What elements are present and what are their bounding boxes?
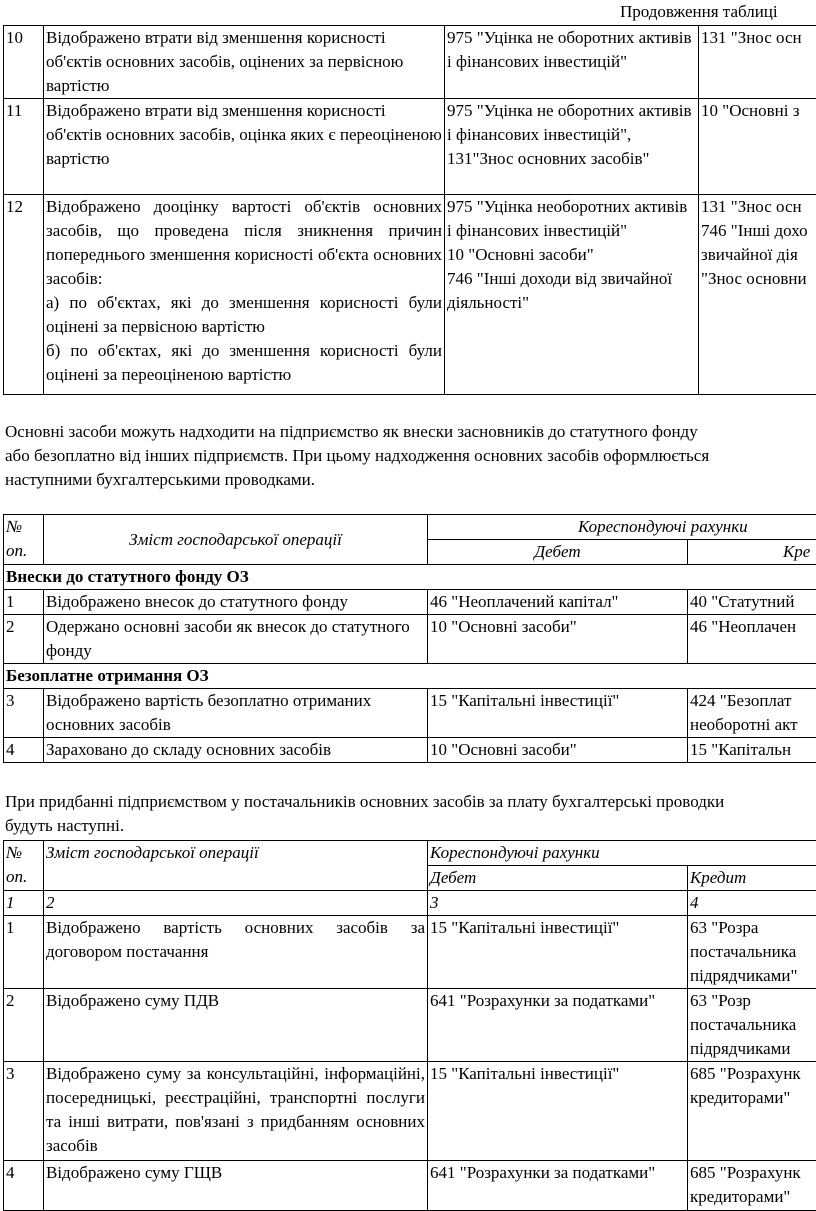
debit-line: 975 "Уцінка необоротних активів і фінансових інвестицій" xyxy=(447,195,696,243)
debit-cell: 10 "Основні засоби" xyxy=(428,738,688,763)
operation-content: Відображено суму за консультаційні, інформаційні, посередницькі, реєстраційні, транспортні послуги та інші витрати, пов'язані з придбанням основних засобів xyxy=(44,1062,428,1161)
credit-cell xyxy=(688,1161,816,1211)
credit-cell: 46 "Неоплачен xyxy=(688,615,816,664)
credit-line: 685 "Розрахунк xyxy=(690,1161,816,1185)
operation-content: Відображено суму ПДВ xyxy=(44,989,428,1062)
credit-line: 63 "Розр xyxy=(690,989,816,1013)
row-number: 1 xyxy=(4,916,44,989)
row-number: 12 xyxy=(4,195,44,395)
credit-cell xyxy=(699,195,816,395)
credit-line: 63 "Розра xyxy=(690,916,816,940)
debit-line: 10 "Основні засоби" xyxy=(447,243,696,267)
paragraph-line: При придбанні підприємством у постачальників основних засобів за плату бухгалтерські проводки xyxy=(5,790,816,814)
credit-cell xyxy=(688,689,816,738)
table-row xyxy=(4,916,816,989)
content-header: Зміст господарської операції xyxy=(44,515,428,565)
table-row xyxy=(4,1161,816,1211)
credit-line: 131 "Знос осн xyxy=(701,195,816,219)
debit-line: 746 "Інші доходи від звичайної діяльності" xyxy=(447,267,696,315)
credit-line: кредиторами" xyxy=(690,1185,816,1209)
credit-cell: 131 "Знос осн xyxy=(699,26,816,99)
table-row xyxy=(4,989,816,1062)
credit-line: постачальника xyxy=(690,1013,816,1037)
content-header: Зміст господарської операції xyxy=(44,841,428,891)
corr-accounts-header: Кореспондуючі рахунки xyxy=(428,515,816,540)
credit-line: кредиторами" xyxy=(690,1086,816,1110)
row-number: 10 xyxy=(4,26,44,99)
number-header xyxy=(4,841,44,891)
credit-cell xyxy=(688,916,816,989)
credit-line: необоротні акт xyxy=(690,713,816,737)
content-line: б) по об'єктах, які до зменшення корисності були оцінені за переоціненою вартістю xyxy=(46,339,442,387)
debit-cell: 975 "Уцінка не оборотних активів і фінансових інвестицій" xyxy=(445,26,699,99)
column-number-row xyxy=(4,891,816,916)
operation-content: Відображено суму ГЩВ xyxy=(44,1161,428,1211)
content-line: Відображено дооцінку вартості об'єктів основних засобів, що проведена після зникнення причин попереднього зменшення корисності об'єкта основних засобів: xyxy=(46,195,442,291)
credit-line: підрядчиками" xyxy=(690,964,816,988)
credit-line: 746 "Інші дохо xyxy=(701,219,816,243)
credit-line: 424 "Безоплат xyxy=(690,689,816,713)
column-number: 4 xyxy=(688,891,816,916)
table-row xyxy=(4,26,816,99)
operation-content: Відображено вартість безоплатно отриманих основних засобів xyxy=(44,689,428,738)
debit-cell: 10 "Основні засоби" xyxy=(428,615,688,664)
debit-cell xyxy=(445,195,699,395)
table-header-row xyxy=(4,841,816,866)
row-number: 11 xyxy=(4,99,44,195)
header-line: № xyxy=(6,841,41,865)
credit-cell: 15 "Капітальн xyxy=(688,738,816,763)
table-row xyxy=(4,590,816,615)
row-number: 1 xyxy=(4,590,44,615)
operation-content: Відображено втрати від зменшення корисності об'єктів основних засобів, оцінених за первісною вартістю xyxy=(44,26,445,99)
row-number: 3 xyxy=(4,689,44,738)
operation-content: Відображено вартість основних засобів за договором постачання xyxy=(44,916,428,989)
credit-line: постачальника xyxy=(690,940,816,964)
paragraph-contributions xyxy=(5,420,816,492)
continuation-label: Продовження таблиці xyxy=(620,0,778,24)
column-number: 1 xyxy=(4,891,44,916)
credit-line: 685 "Розрахунк xyxy=(690,1062,816,1086)
section-title: Внески до статутного фонду ОЗ xyxy=(4,565,816,590)
credit-cell: 10 "Основні з xyxy=(699,99,816,195)
debit-cell: 15 "Капітальні інвестиції" xyxy=(428,916,688,989)
paragraph-line: будуть наступні. xyxy=(5,814,816,838)
table-continuation xyxy=(3,25,816,395)
header-line: оп. xyxy=(6,539,41,563)
operation-content: Зараховано до складу основних засобів xyxy=(44,738,428,763)
operation-content: Одержано основні засоби як внесок до статутного фонду xyxy=(44,615,428,664)
row-number: 2 xyxy=(4,989,44,1062)
paragraph-line: або безоплатно від інших підприємств. При цьому надходження основних засобів оформлюється xyxy=(5,444,816,468)
row-number: 2 xyxy=(4,615,44,664)
debit-cell: 15 "Капітальні інвестиції" xyxy=(428,689,688,738)
column-number: 2 xyxy=(44,891,428,916)
section-row xyxy=(4,565,816,590)
credit-line: "Знос основни xyxy=(701,267,816,291)
operation-content xyxy=(44,195,445,395)
debit-header: Дебет xyxy=(428,866,688,891)
debit-header: Дебет xyxy=(428,540,688,565)
debit-text: 975 "Уцінка не оборотних активів і фінансових інвестицій", 131"Знос основних засобів" xyxy=(447,99,696,190)
paragraph-purchase xyxy=(5,790,816,838)
debit-cell: 641 "Розрахунки за податками" xyxy=(428,989,688,1062)
table-row xyxy=(4,1062,816,1161)
credit-header: Кредит xyxy=(688,866,816,891)
paragraph-line: наступними бухгалтерськими проводками. xyxy=(5,468,816,492)
credit-cell: 40 "Статутний xyxy=(688,590,816,615)
table-row xyxy=(4,738,816,763)
header-line: № xyxy=(6,515,41,539)
operation-content: Відображено внесок до статутного фонду xyxy=(44,590,428,615)
credit-header: Кре xyxy=(688,540,816,565)
debit-cell: 15 "Капітальні інвестиції" xyxy=(428,1062,688,1161)
column-number: 3 xyxy=(428,891,688,916)
credit-line: підрядчиками xyxy=(690,1037,816,1061)
table-contributions xyxy=(3,514,816,763)
table-row xyxy=(4,689,816,738)
header-line: оп. xyxy=(6,865,41,889)
debit-cell: 46 "Неоплачений капітал" xyxy=(428,590,688,615)
table-row xyxy=(4,99,816,195)
table-header-row xyxy=(4,515,816,540)
paragraph-line: Основні засоби можуть надходити на підприємство як внески засновників до статутного фонду xyxy=(5,420,816,444)
credit-cell xyxy=(688,989,816,1062)
operation-content: Відображено втрати від зменшення корисності об'єктів основних засобів, оцінка яких є переоціненою вартістю xyxy=(44,99,445,195)
table-row xyxy=(4,615,816,664)
row-number: 4 xyxy=(4,1161,44,1211)
content-line: а) по об'єктах, які до зменшення корисності були оцінені за первісною вартістю xyxy=(46,291,442,339)
row-number: 4 xyxy=(4,738,44,763)
number-header xyxy=(4,515,44,565)
section-title: Безоплатне отримання ОЗ xyxy=(4,664,816,689)
debit-cell xyxy=(445,99,699,195)
table-row xyxy=(4,195,816,395)
credit-line: звичайної дія xyxy=(701,243,816,267)
debit-cell: 641 "Розрахунки за податками" xyxy=(428,1161,688,1211)
corr-accounts-header: Кореспондуючі рахунки xyxy=(428,841,816,866)
credit-cell xyxy=(688,1062,816,1161)
section-row xyxy=(4,664,816,689)
row-number: 3 xyxy=(4,1062,44,1161)
table-purchase xyxy=(3,840,816,1211)
